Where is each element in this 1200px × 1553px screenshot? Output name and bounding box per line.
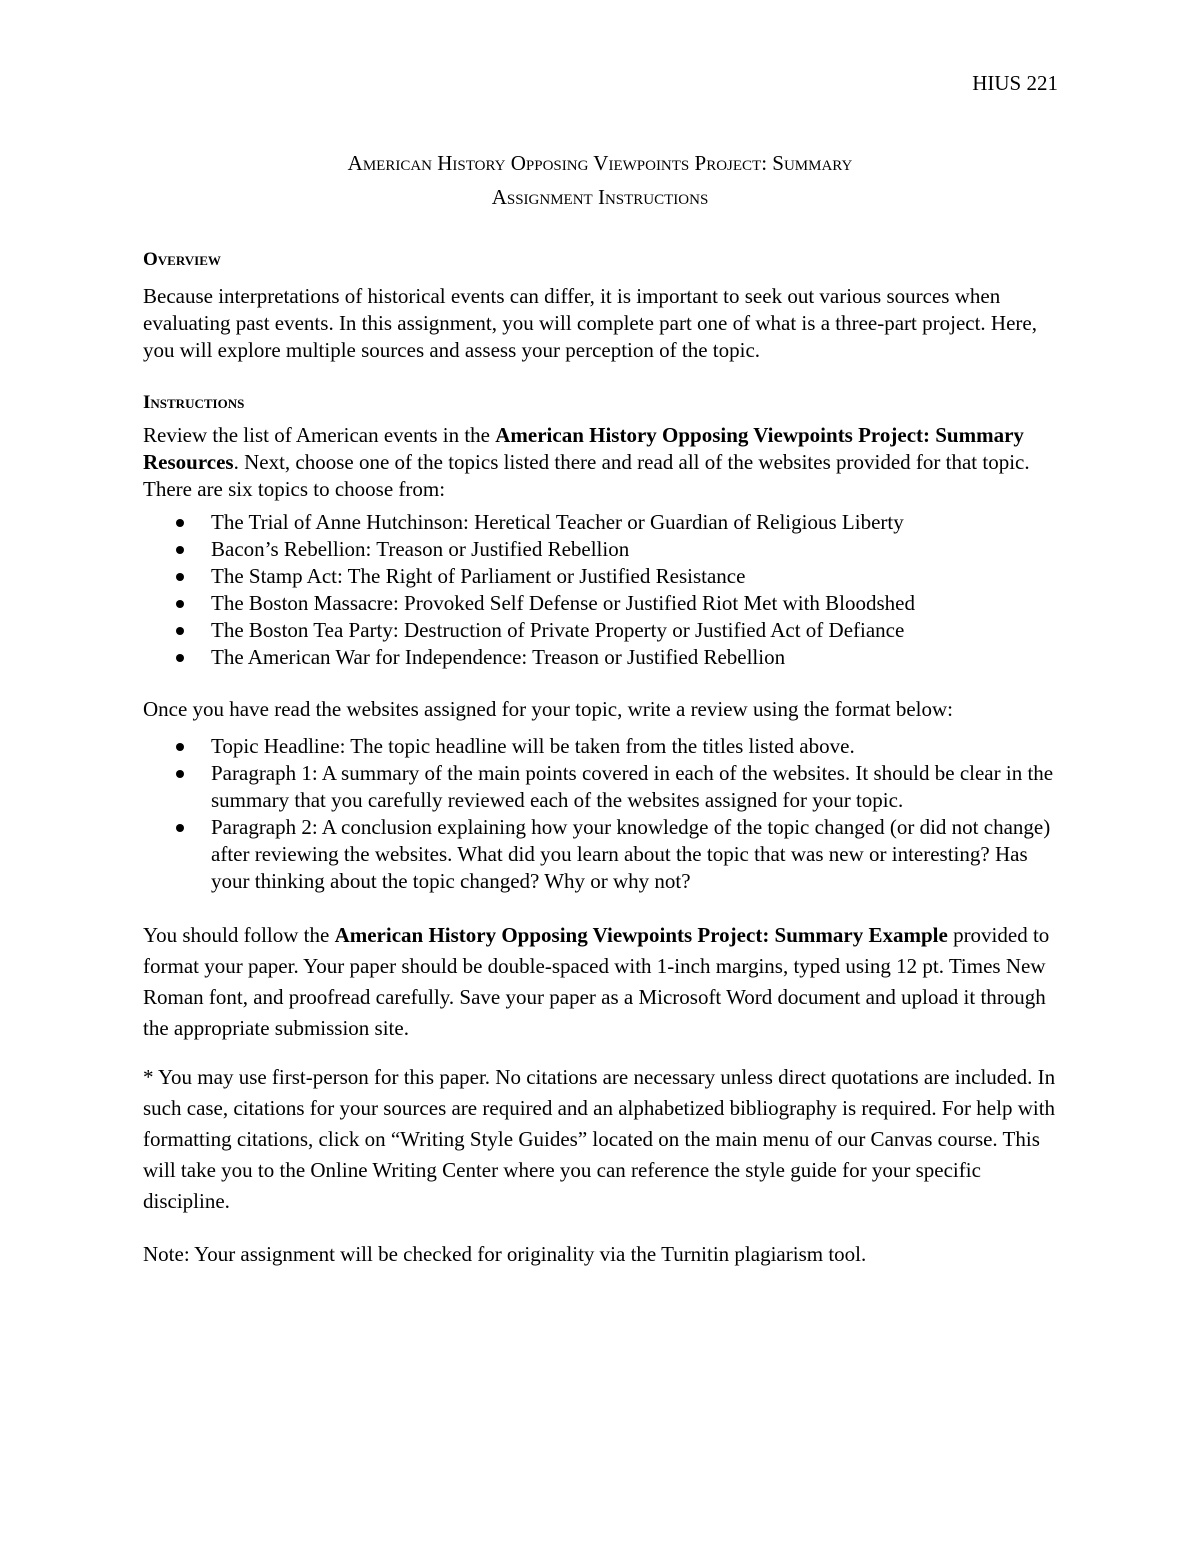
- summary-example-ref: American History Opposing Viewpoints Project: Summary Example: [334, 923, 948, 947]
- title-line-2: Assignment Instructions: [491, 185, 709, 209]
- format-list: [143, 733, 1063, 895]
- title-line-1: American History Opposing Viewpoints Project: Summary: [347, 151, 853, 175]
- format-item: [143, 760, 1063, 814]
- format-guidance-paragraph: [143, 920, 1063, 1044]
- format-intro: Once you have read the websites assigned for your topic, write a review using the format below:: [143, 697, 953, 721]
- format-text: Topic Headline: The topic headline will be taken from the titles listed above.: [211, 734, 855, 758]
- follow-part2: provided to format your paper. Your paper should be double-spaced with 1-inch margins, typed using 12 pt. Times New Roman font, and proofread carefully. Save your paper as a Microsoft Word document and upload it through the appropriate submission site.: [143, 923, 1050, 1040]
- topic-text: The Stamp Act: The Right of Parliament or Justified Resistance: [211, 564, 746, 588]
- bullet-icon: [176, 770, 184, 778]
- follow-part1: You should follow the: [143, 923, 335, 947]
- topic-item: [143, 617, 1063, 644]
- topic-text: The Boston Massacre: Provoked Self Defense or Justified Riot Met with Bloodshed: [211, 591, 915, 615]
- format-text: Paragraph 2: A conclusion explaining how your knowledge of the topic changed (or did not change) after reviewing the websites. What did you learn about the topic that was new or interesting? Has your thinking about the topic changed? Why or why not?: [211, 815, 1051, 893]
- instructions-intro-part2: . Next, choose one of the topics listed there and read all of the websites provided for that topic. There are six topics to choose from:: [143, 450, 1030, 501]
- bullet-icon: [176, 627, 184, 635]
- summary-resources-ref: American History Opposing Viewpoints Project: Summary Resources: [143, 423, 1024, 474]
- topic-text: Bacon’s Rebellion: Treason or Justified Rebellion: [211, 537, 630, 561]
- bullet-icon: [176, 519, 184, 527]
- bullet-icon: [176, 546, 184, 554]
- document-title: [0, 146, 1200, 214]
- instructions-intro: [143, 422, 1063, 503]
- overview-paragraph: Because interpretations of historical events can differ, it is important to seek out various sources when evaluating past events. In this assignment, you will complete part one of what is a three-part project. Here, you will explore multiple sources and assess your perception of the topic.: [143, 284, 1037, 362]
- bullet-icon: [176, 573, 184, 581]
- course-code: HIUS 221: [972, 71, 1058, 95]
- topic-item: [143, 590, 1063, 617]
- overview-heading: Overview: [143, 249, 221, 270]
- topic-list: [143, 509, 1063, 671]
- topic-text: The American War for Independence: Treason or Justified Rebellion: [211, 645, 786, 669]
- bullet-icon: [176, 824, 184, 832]
- topic-item: [143, 509, 1063, 536]
- topic-item: [143, 536, 1063, 563]
- bullet-icon: [176, 743, 184, 751]
- format-item: [143, 733, 1063, 760]
- format-text: Paragraph 1: A summary of the main points covered in each of the websites. It should be clear in the summary that you carefully reviewed each of the websites assigned for your topic.: [211, 761, 1054, 812]
- bullet-icon: [176, 600, 184, 608]
- first-person-paragraph: * You may use first-person for this paper. No citations are necessary unless direct quotations are included. In such case, citations for your sources are required and an alphabetized bibliography is required. For help with formatting citations, click on “Writing Style Guides” located on the main menu of our Canvas course. This will take you to the Online Writing Center where you can reference the style guide for your specific discipline.: [143, 1065, 1056, 1213]
- document-body: [143, 246, 1063, 1268]
- topic-text: The Boston Tea Party: Destruction of Private Property or Justified Act of Defiance: [211, 618, 905, 642]
- bullet-icon: [176, 654, 184, 662]
- topic-item: [143, 563, 1063, 590]
- turnitin-note: Note: Your assignment will be checked for originality via the Turnitin plagiarism tool.: [143, 1242, 867, 1266]
- instructions-heading: Instructions: [143, 392, 245, 413]
- instructions-intro-part1: Review the list of American events in the: [143, 423, 496, 447]
- format-item: [143, 814, 1063, 895]
- topic-text: The Trial of Anne Hutchinson: Heretical Teacher or Guardian of Religious Liberty: [211, 510, 904, 534]
- topic-item: [143, 644, 1063, 671]
